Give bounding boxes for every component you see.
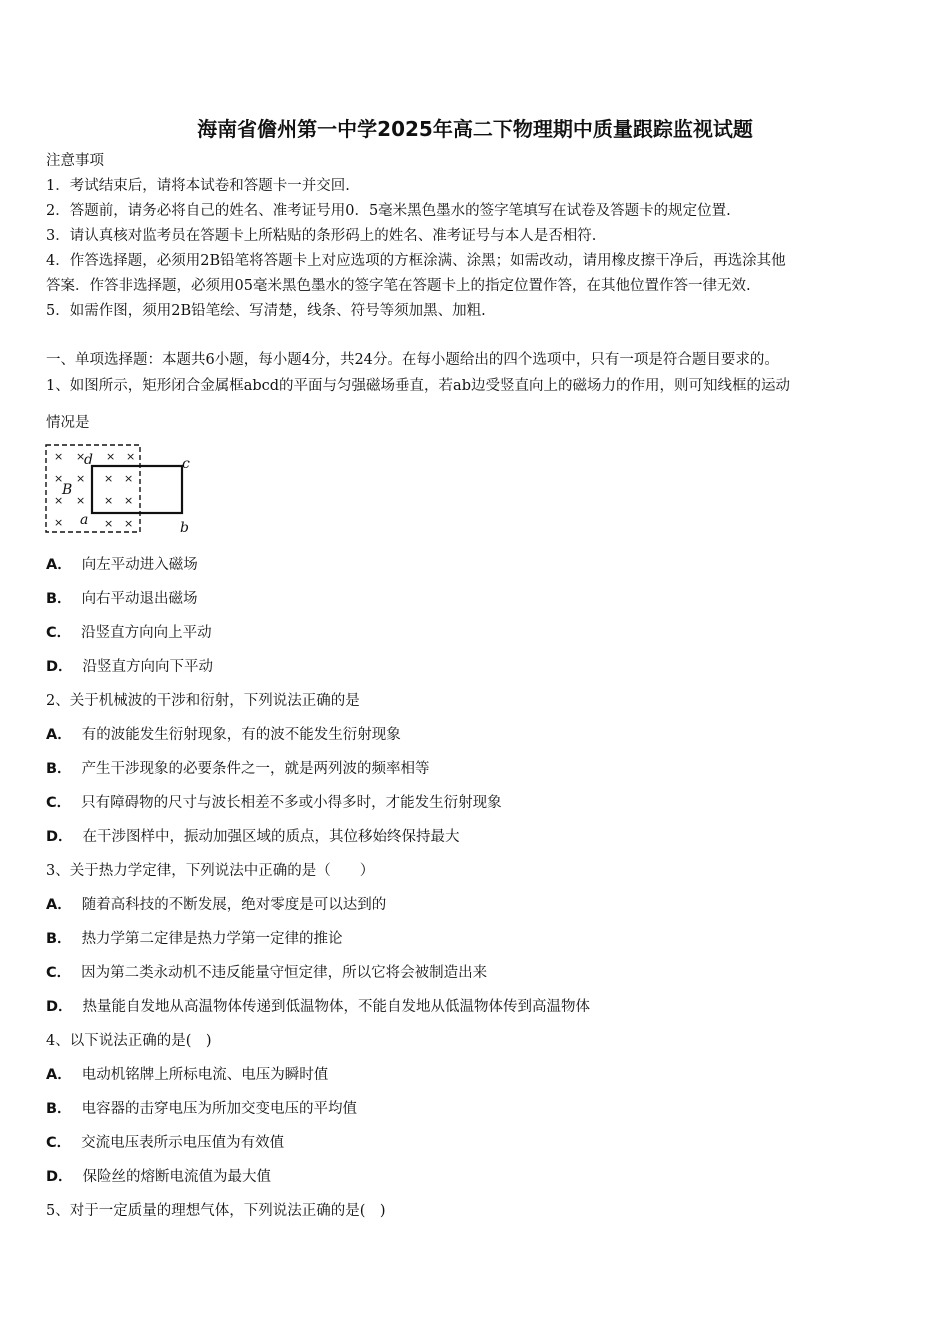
field-cross: × (124, 517, 134, 530)
field-cross: × (54, 516, 64, 529)
field-cross: × (126, 450, 136, 463)
note-item: 2．答题前，请务必将自己的姓名、准考证号用0．5毫米黑色墨水的签字笔填写在试卷及答题卡的规定位置. (46, 203, 731, 219)
question-stem: 4、以下说法正确的是( ) (46, 1033, 212, 1049)
corner-label-c: c (182, 456, 190, 472)
field-cross: × (124, 494, 134, 507)
field-cross: × (104, 517, 114, 530)
option: D． 在干涉图样中，振动加强区域的质点，其位移始终保持最大 (46, 829, 460, 845)
corner-label-b: b (180, 520, 189, 536)
field-cross: × (76, 472, 86, 485)
option: D． 沿竖直方向向下平动 (46, 659, 214, 675)
option: B． 电容器的击穿电压为所加交变电压的平均值 (46, 1101, 358, 1117)
corner-label-d: d (84, 452, 93, 468)
note-item: 3．请认真核对监考员在答题卡上所粘贴的条形码上的姓名、准考证号与本人是否相符. (46, 228, 597, 244)
notes-heading: 注意事项 (46, 153, 104, 169)
page-title: 海南省儋州第一中学2025年高二下物理期中质量跟踪监视试题 (197, 117, 753, 141)
option: C． 交流电压表所示电压值为有效值 (46, 1135, 285, 1151)
option: D． 保险丝的熔断电流值为最大值 (46, 1169, 272, 1185)
option: A． 有的波能发生衍射现象，有的波不能发生衍射现象 (46, 727, 401, 743)
note-item: 5．如需作图，须用2B铅笔绘、写清楚，线条、符号等须加黑、加粗. (46, 303, 486, 319)
question-stem: 1、如图所示，矩形闭合金属框abcd的平面与匀强磁场垂直，若ab边受竖直向上的磁场力的作用，则可知线框的运动 (46, 378, 790, 394)
option: D． 热量能自发地从高温物体传递到低温物体，不能自发地从低温物体传到高温物体 (46, 999, 591, 1015)
option: A． 随着高科技的不断发展，绝对零度是可以达到的 (46, 897, 387, 913)
question-stem: 2、关于机械波的干涉和衍射，下列说法正确的是 (46, 693, 360, 709)
field-cross: × (104, 472, 114, 485)
note-item: 答案．作答非选择题，必须用05毫米黑色墨水的签字笔在答题卡上的指定位置作答，在其他位置作答一律无效. (46, 278, 751, 294)
option: B． 产生干涉现象的必要条件之一，就是两列波的频率相等 (46, 761, 430, 777)
option: B． 热力学第二定律是热力学第一定律的推论 (46, 931, 343, 947)
option: A． 电动机铭牌上所标电流、电压为瞬时值 (46, 1067, 329, 1083)
option: C． 沿竖直方向向上平动 (46, 625, 212, 641)
field-cross: × (124, 472, 134, 485)
note-item: 1．考试结束后，请将本试卷和答题卡一并交回. (46, 178, 350, 194)
field-cross: × (54, 450, 64, 463)
field-cross: × (76, 450, 86, 463)
question-stem: 3、关于热力学定律，下列说法中正确的是（ ） (46, 863, 375, 879)
option: B． 向右平动退出磁场 (46, 591, 198, 607)
field-cross: × (54, 472, 64, 485)
option: C． 因为第二类永动机不违反能量守恒定律，所以它将会被制造出来 (46, 965, 488, 981)
field-cross: × (54, 494, 64, 507)
corner-label-a: a (80, 512, 89, 528)
magnetic-field-figure (44, 442, 204, 538)
note-item: 4．作答选择题，必须用2B铅笔将答题卡上对应选项的方框涂满、涂黑；如需改动，请用橡皮擦干净后，再选涂其他 (46, 253, 786, 269)
option: C． 只有障碍物的尺寸与波长相差不多或小得多时，才能发生衍射现象 (46, 795, 502, 811)
question-stem: 5、对于一定质量的理想气体，下列说法正确的是( ) (46, 1203, 386, 1219)
field-cross: × (104, 494, 114, 507)
section-heading: 一、单项选择题：本题共6小题，每小题4分，共24分。在每小题给出的四个选项中，只有一项是符合题目要求的。 (46, 352, 779, 368)
field-cross: × (76, 494, 86, 507)
question-stem-continued: 情况是 (46, 415, 90, 431)
option: A． 向左平动进入磁场 (46, 557, 198, 573)
field-label-b: B (62, 482, 73, 498)
field-cross: × (106, 450, 116, 463)
